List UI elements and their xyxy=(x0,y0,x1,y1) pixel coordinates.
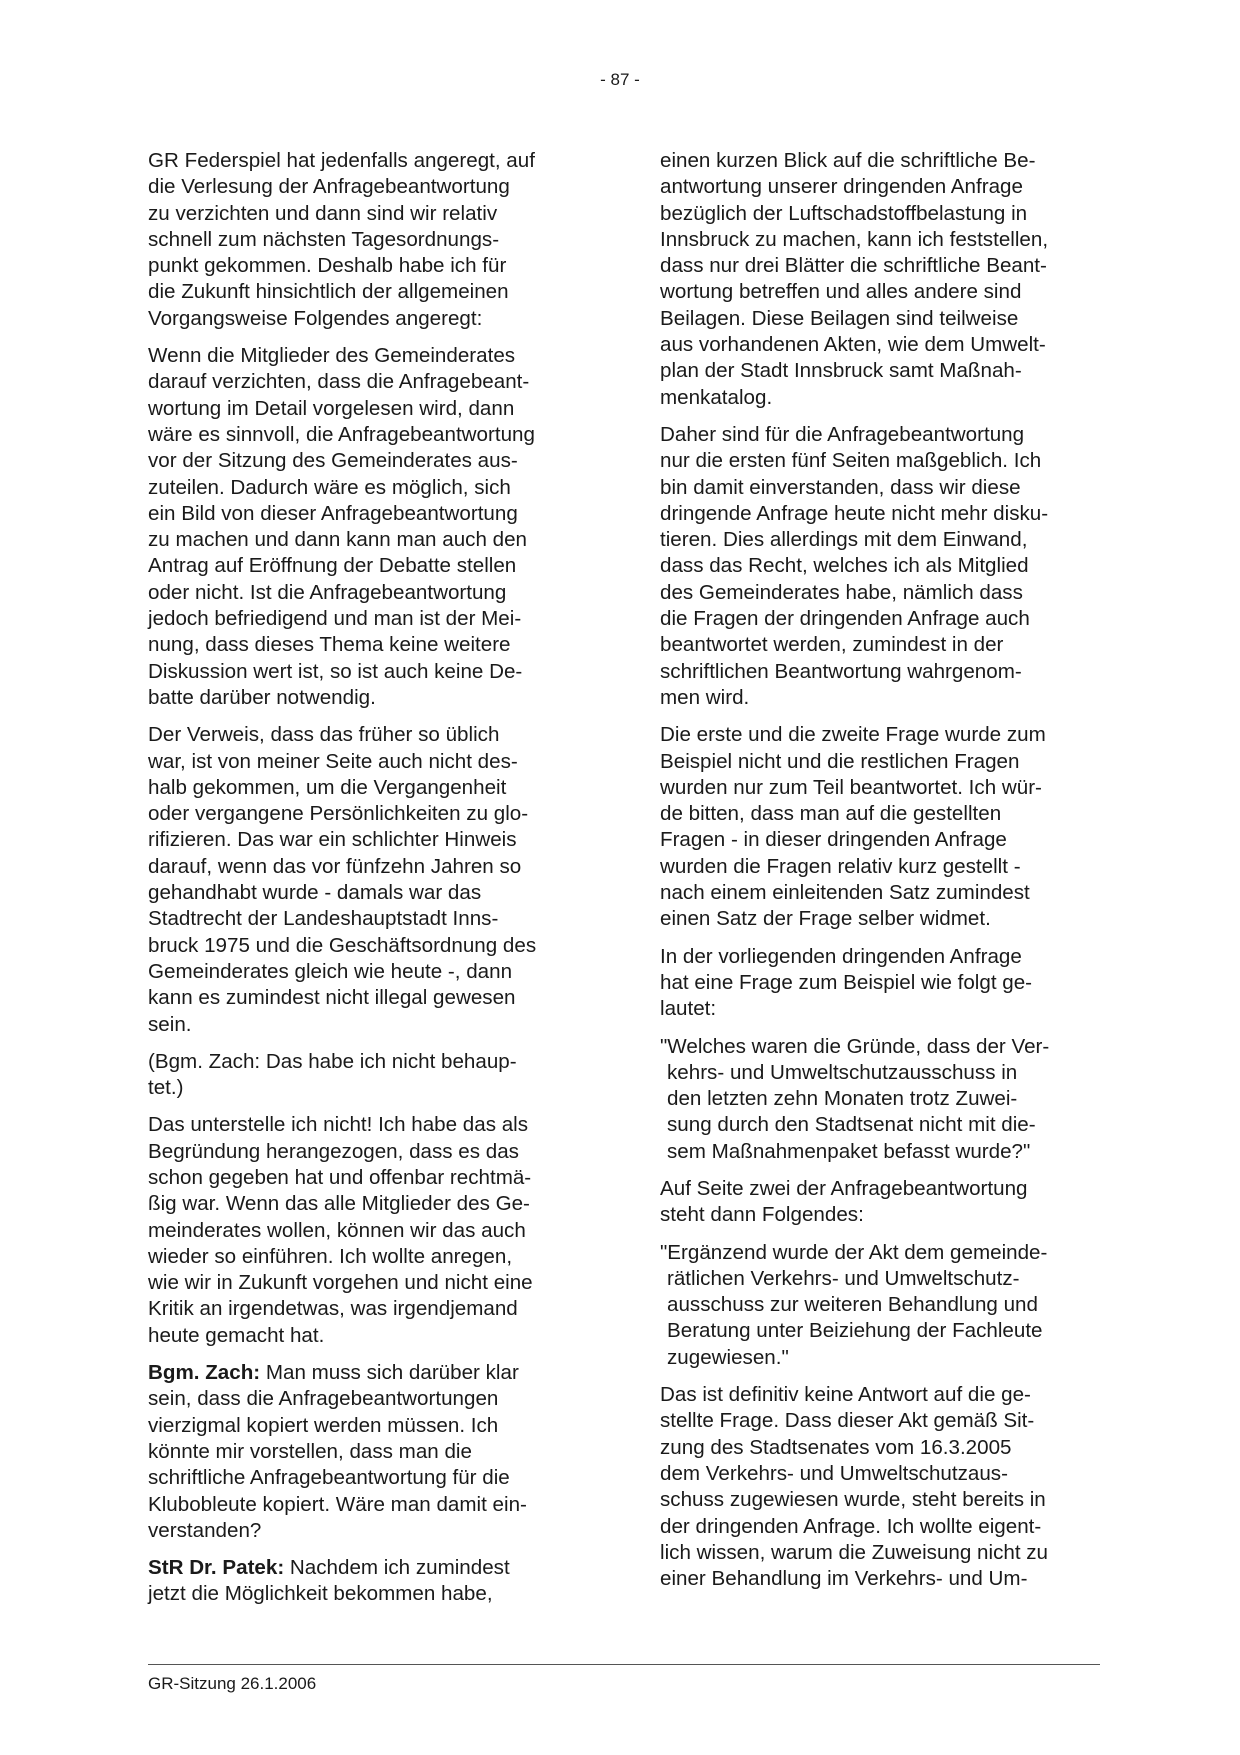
text-line xyxy=(148,959,588,985)
text-line xyxy=(660,306,1100,332)
paragraph xyxy=(660,148,1100,411)
text-line xyxy=(660,659,1100,685)
text-line xyxy=(148,227,588,253)
line-text: Begründung herangezogen, dass es das xyxy=(148,1139,519,1163)
line-text: oder vergangene Persönlichkeiten zu glo- xyxy=(148,802,529,826)
line-text: war, ist von meiner Seite auch nicht des- xyxy=(148,749,518,773)
text-line xyxy=(148,148,588,174)
paragraph xyxy=(660,944,1100,1023)
text-line xyxy=(148,1413,588,1439)
paragraph xyxy=(660,722,1100,932)
text-line xyxy=(660,422,1100,448)
line-text: hat eine Frage zum Beispiel wie folgt ge- xyxy=(660,970,1033,994)
line-text: Diskussion wert ist, so ist auch keine De- xyxy=(148,659,523,683)
line-text: oder nicht. Ist die Anfragebeantwortung xyxy=(148,580,507,604)
text-line xyxy=(660,685,1100,711)
text-line xyxy=(660,174,1100,200)
text-line xyxy=(660,501,1100,527)
text-line xyxy=(660,1202,1100,1228)
text-line xyxy=(148,201,588,227)
text-line xyxy=(660,970,1100,996)
line-text: Beilagen. Diese Beilagen sind teilweise xyxy=(660,306,1019,330)
text-line xyxy=(148,1075,588,1101)
line-text: dass das Recht, welches ich als Mitglied xyxy=(660,554,1029,578)
text-line xyxy=(660,358,1100,384)
text-line xyxy=(148,1296,588,1322)
paragraph xyxy=(148,1555,588,1608)
text-line xyxy=(660,1266,1100,1292)
line-text: Fragen - in dieser dringenden Anfrage xyxy=(660,828,1007,852)
text-line xyxy=(660,632,1100,658)
line-text: (Bgm. Zach: Das habe ich nicht behaup- xyxy=(148,1049,517,1073)
line-text: wurden nur zum Teil beantwortet. Ich wür- xyxy=(660,775,1042,799)
text-line xyxy=(148,1218,588,1244)
text-line xyxy=(660,201,1100,227)
text-line xyxy=(660,580,1100,606)
line-text: schuss zugewiesen wurde, steht bereits in xyxy=(660,1488,1046,1512)
line-text: beantwortet werden, zumindest in der xyxy=(660,633,1004,657)
line-text: punkt gekommen. Deshalb habe ich für xyxy=(148,254,507,278)
text-line xyxy=(660,279,1100,305)
text-line xyxy=(660,906,1100,932)
line-text: schnell zum nächsten Tagesordnungs- xyxy=(148,227,500,251)
line-text: Beispiel nicht und die restlichen Fragen xyxy=(660,749,1020,773)
paragraph xyxy=(148,722,588,1038)
text-line xyxy=(660,227,1100,253)
line-text: der dringenden Anfrage. Ich wollte eigent- xyxy=(660,1514,1042,1538)
line-text: Kritik an irgendetwas, was irgendjemand xyxy=(148,1297,518,1321)
text-line xyxy=(148,880,588,906)
text-line xyxy=(660,996,1100,1022)
line-text: wortung betreffen und alles andere sind xyxy=(660,280,1022,304)
paragraph xyxy=(148,1112,588,1349)
text-line xyxy=(148,580,588,606)
line-text: des Gemeinderates habe, nämlich dass xyxy=(660,580,1023,604)
text-line xyxy=(148,1386,588,1412)
line-text: Nachdem ich zumindest xyxy=(284,1556,510,1580)
line-text: vierzigmal kopiert werden müssen. Ich xyxy=(148,1413,499,1437)
line-text: wieder so einführen. Ich wollte anregen, xyxy=(148,1244,513,1268)
text-line xyxy=(148,606,588,632)
line-text: Klubobleute kopiert. Wäre man damit ein- xyxy=(148,1492,527,1516)
text-line xyxy=(148,1518,588,1544)
text-line xyxy=(660,1176,1100,1202)
line-text: den letzten zehn Monaten trotz Zuwei- xyxy=(667,1087,1018,1111)
text-line xyxy=(660,527,1100,553)
line-text: sung durch den Stadtsenat nicht mit die- xyxy=(667,1113,1036,1137)
line-text: Das unterstelle ich nicht! Ich habe das als xyxy=(148,1113,529,1137)
line-text: die Zukunft hinsichtlich der allgemeinen xyxy=(148,280,509,304)
line-text: kehrs- und Umweltschutzausschuss in xyxy=(667,1060,1018,1084)
text-line xyxy=(148,1012,588,1038)
line-text: bruck 1975 und die Geschäftsordnung des xyxy=(148,933,537,957)
line-text: nach einem einleitenden Satz zumindest xyxy=(660,881,1030,905)
line-text: darauf, wenn das vor fünfzehn Jahren so xyxy=(148,854,522,878)
line-text: schon gegeben hat und offenbar rechtmä- xyxy=(148,1165,532,1189)
text-line xyxy=(148,279,588,305)
text-line xyxy=(148,1492,588,1518)
line-text: rifizieren. Das war ein schlichter Hinweis xyxy=(148,828,517,852)
line-text: men wird. xyxy=(660,685,750,709)
line-text: zung des Stadtsenates vom 16.3.2005 xyxy=(660,1435,1012,1459)
text-line xyxy=(148,553,588,579)
text-line xyxy=(148,369,588,395)
line-text: bin damit einverstanden, dass wir diese xyxy=(660,475,1021,499)
paragraph xyxy=(660,1382,1100,1592)
text-line xyxy=(660,1514,1100,1540)
text-line xyxy=(660,801,1100,827)
text-line xyxy=(148,501,588,527)
line-text: zu machen und dann kann man auch den xyxy=(148,528,527,552)
line-text: dass nur drei Blätter die schriftliche Beant- xyxy=(660,254,1047,278)
text-line xyxy=(148,933,588,959)
text-line xyxy=(148,722,588,748)
text-line xyxy=(660,880,1100,906)
line-text: Das ist definitiv keine Antwort auf die ge- xyxy=(660,1383,1031,1407)
quote-paragraph xyxy=(660,1034,1100,1165)
text-line xyxy=(660,606,1100,632)
text-line xyxy=(148,1049,588,1075)
text-line xyxy=(148,854,588,880)
text-line xyxy=(660,1382,1100,1408)
text-line xyxy=(148,1360,588,1386)
text-line xyxy=(148,827,588,853)
text-line xyxy=(148,1439,588,1465)
text-line xyxy=(148,1581,588,1607)
line-text: sein, dass die Anfragebeantwortungen xyxy=(148,1387,499,1411)
line-text: sem Maßnahmenpaket befasst wurde?" xyxy=(667,1139,1031,1163)
line-text: sein. xyxy=(148,1012,192,1036)
line-text: tieren. Dies allerdings mit dem Einwand, xyxy=(660,528,1028,552)
text-line xyxy=(660,1139,1100,1165)
line-text: de bitten, dass man auf die gestellten xyxy=(660,802,1002,826)
text-line xyxy=(148,343,588,369)
text-line xyxy=(148,1244,588,1270)
text-line xyxy=(660,1408,1100,1434)
line-text: ßig war. Wenn das alle Mitglieder des Ge- xyxy=(148,1192,530,1216)
line-text: Daher sind für die Anfragebeantwortung xyxy=(660,422,1025,446)
line-text: Gemeinderates gleich wie heute -, dann xyxy=(148,959,513,983)
text-line xyxy=(148,527,588,553)
text-line xyxy=(148,775,588,801)
text-line xyxy=(660,944,1100,970)
text-line xyxy=(148,253,588,279)
text-line xyxy=(148,1165,588,1191)
text-line xyxy=(148,749,588,775)
line-text: menkatalog. xyxy=(660,385,773,409)
text-line xyxy=(660,148,1100,174)
text-line xyxy=(148,632,588,658)
line-text: meinderates wollen, können wir das auch xyxy=(148,1218,526,1242)
line-text: batte darüber notwendig. xyxy=(148,685,376,709)
text-line xyxy=(660,1318,1100,1344)
text-line xyxy=(148,1139,588,1165)
line-text: Wenn die Mitglieder des Gemeinderates xyxy=(148,344,516,368)
line-text: verstanden? xyxy=(148,1518,262,1542)
text-line xyxy=(148,906,588,932)
line-text: lautet: xyxy=(660,997,717,1021)
line-text: vor der Sitzung des Gemeinderates aus- xyxy=(148,449,518,473)
text-line xyxy=(660,1240,1100,1266)
text-line xyxy=(660,253,1100,279)
line-text: stellte Frage. Dass dieser Akt gemäß Sit- xyxy=(660,1409,1035,1433)
text-line xyxy=(660,385,1100,411)
text-line xyxy=(148,174,588,200)
text-line xyxy=(148,1323,588,1349)
paragraph xyxy=(660,1176,1100,1229)
line-text: zugewiesen." xyxy=(667,1345,789,1369)
line-text: heute gemacht hat. xyxy=(148,1323,325,1347)
page-number: - 87 - xyxy=(600,70,640,89)
line-text: wäre es sinnvoll, die Anfragebeantwortung xyxy=(148,422,535,446)
text-line xyxy=(148,1465,588,1491)
line-text: Auf Seite zwei der Anfragebeantwortung xyxy=(660,1176,1028,1200)
paragraph xyxy=(660,422,1100,711)
text-line xyxy=(660,1345,1100,1371)
line-text: zuteilen. Dadurch wäre es möglich, sich xyxy=(148,475,511,499)
text-line xyxy=(148,1191,588,1217)
line-text: antwortung unserer dringenden Anfrage xyxy=(660,175,1023,199)
text-line xyxy=(660,722,1100,748)
text-line xyxy=(148,801,588,827)
line-text: aus vorhandenen Akten, wie dem Umwelt- xyxy=(660,333,1046,357)
line-text: könnte mir vorstellen, dass man die xyxy=(148,1439,472,1463)
line-text: wortung im Detail vorgelesen wird, dann xyxy=(148,396,515,420)
line-text: bezüglich der Luftschadstoffbelastung in xyxy=(660,201,1028,225)
line-text: kann es zumindest nicht illegal gewesen xyxy=(148,986,516,1010)
line-text: wie wir in Zukunft vorgehen und nicht eine xyxy=(148,1271,533,1295)
line-text: In der vorliegenden dringenden Anfrage xyxy=(660,944,1022,968)
paragraph xyxy=(148,1360,588,1544)
line-text: dringende Anfrage heute nicht mehr disku- xyxy=(660,501,1049,525)
speaker-name: StR Dr. Patek: xyxy=(148,1556,285,1580)
text-line xyxy=(660,854,1100,880)
paragraph xyxy=(148,1049,588,1102)
text-line xyxy=(660,475,1100,501)
text-line xyxy=(148,1555,588,1581)
line-text: wurden die Fragen relativ kurz gestellt - xyxy=(660,854,1021,878)
line-text: Beratung unter Beiziehung der Fachleute xyxy=(667,1319,1043,1343)
text-line xyxy=(660,827,1100,853)
line-text: ausschuss zur weiteren Behandlung und xyxy=(667,1293,1038,1317)
text-line xyxy=(660,1086,1100,1112)
line-text: GR Federspiel hat jedenfalls angeregt, auf xyxy=(148,149,535,172)
text-line xyxy=(660,553,1100,579)
text-line xyxy=(660,1435,1100,1461)
text-line xyxy=(660,1540,1100,1566)
footer-session-date: GR-Sitzung 26.1.2006 xyxy=(148,1674,317,1693)
line-text: jedoch befriedigend und man ist der Mei- xyxy=(148,607,522,631)
paragraph xyxy=(148,148,588,332)
text-line xyxy=(148,1112,588,1138)
text-line xyxy=(148,448,588,474)
line-text: einen Satz der Frage selber widmet. xyxy=(660,907,991,931)
right-column xyxy=(660,148,1100,1603)
text-line xyxy=(148,422,588,448)
line-text: jetzt die Möglichkeit bekommen habe, xyxy=(148,1582,493,1606)
line-text: dem Verkehrs- und Umweltschutzaus- xyxy=(660,1461,1008,1485)
text-line xyxy=(148,659,588,685)
line-text: plan der Stadt Innsbruck samt Maßnah- xyxy=(660,359,1022,383)
line-text: tet.) xyxy=(148,1076,184,1100)
line-text: gehandhabt wurde - damals war das xyxy=(148,881,482,905)
text-line xyxy=(148,1270,588,1296)
text-line xyxy=(148,475,588,501)
text-line xyxy=(660,1292,1100,1318)
line-text: Innsbruck zu machen, kann ich feststellen, xyxy=(660,227,1049,251)
line-text: die Fragen der dringenden Anfrage auch xyxy=(660,607,1030,631)
left-column xyxy=(148,148,588,1619)
text-line xyxy=(660,332,1100,358)
line-text: "Ergänzend wurde der Akt dem gemeinde- xyxy=(660,1240,1048,1264)
line-text: ein Bild von dieser Anfragebeantwortung xyxy=(148,501,518,525)
line-text: Vorgangsweise Folgendes angeregt: xyxy=(148,306,483,330)
line-text: Die erste und die zweite Frage wurde zum xyxy=(660,723,1046,747)
line-text: nur die ersten fünf Seiten maßgeblich. Ich xyxy=(660,449,1042,473)
line-text: Stadtrecht der Landeshauptstadt Inns- xyxy=(148,907,499,931)
line-text: darauf verzichten, dass die Anfragebeant- xyxy=(148,370,530,394)
speaker-name: Bgm. Zach: xyxy=(148,1361,261,1385)
line-text: schriftliche Anfragebeantwortung für die xyxy=(148,1466,510,1490)
text-line xyxy=(660,1034,1100,1060)
line-text: nung, dass dieses Thema keine weitere xyxy=(148,633,511,657)
line-text: halb gekommen, um die Vergangenheit xyxy=(148,775,507,799)
text-line xyxy=(148,985,588,1011)
line-text: schriftlichen Beantwortung wahrgenom- xyxy=(660,659,1022,683)
text-line xyxy=(660,1060,1100,1086)
text-line xyxy=(660,1566,1100,1592)
text-line xyxy=(148,396,588,422)
line-text: einer Behandlung im Verkehrs- und Um- xyxy=(660,1567,1028,1591)
text-line xyxy=(148,306,588,332)
text-line xyxy=(148,685,588,711)
text-line xyxy=(660,448,1100,474)
paragraph xyxy=(148,343,588,711)
line-text: rätlichen Verkehrs- und Umweltschutz- xyxy=(667,1266,1020,1290)
line-text: die Verlesung der Anfragebeantwortung xyxy=(148,175,510,199)
line-text: "Welches waren die Gründe, dass der Ver- xyxy=(660,1034,1050,1058)
line-text: Man muss sich darüber klar xyxy=(260,1361,519,1385)
line-text: Der Verweis, dass das früher so üblich xyxy=(148,723,500,747)
text-line xyxy=(660,1461,1100,1487)
text-line xyxy=(660,1112,1100,1138)
text-line xyxy=(660,775,1100,801)
text-line xyxy=(660,749,1100,775)
quote-paragraph xyxy=(660,1240,1100,1371)
line-text: einen kurzen Blick auf die schriftliche Be- xyxy=(660,149,1036,172)
line-text: Antrag auf Eröffnung der Debatte stellen xyxy=(148,554,517,578)
line-text: steht dann Folgendes: xyxy=(660,1203,864,1227)
line-text: zu verzichten und dann sind wir relativ xyxy=(148,201,498,225)
line-text: lich wissen, warum die Zuweisung nicht zu xyxy=(660,1540,1049,1564)
text-line xyxy=(660,1487,1100,1513)
footer-divider xyxy=(148,1664,1100,1665)
